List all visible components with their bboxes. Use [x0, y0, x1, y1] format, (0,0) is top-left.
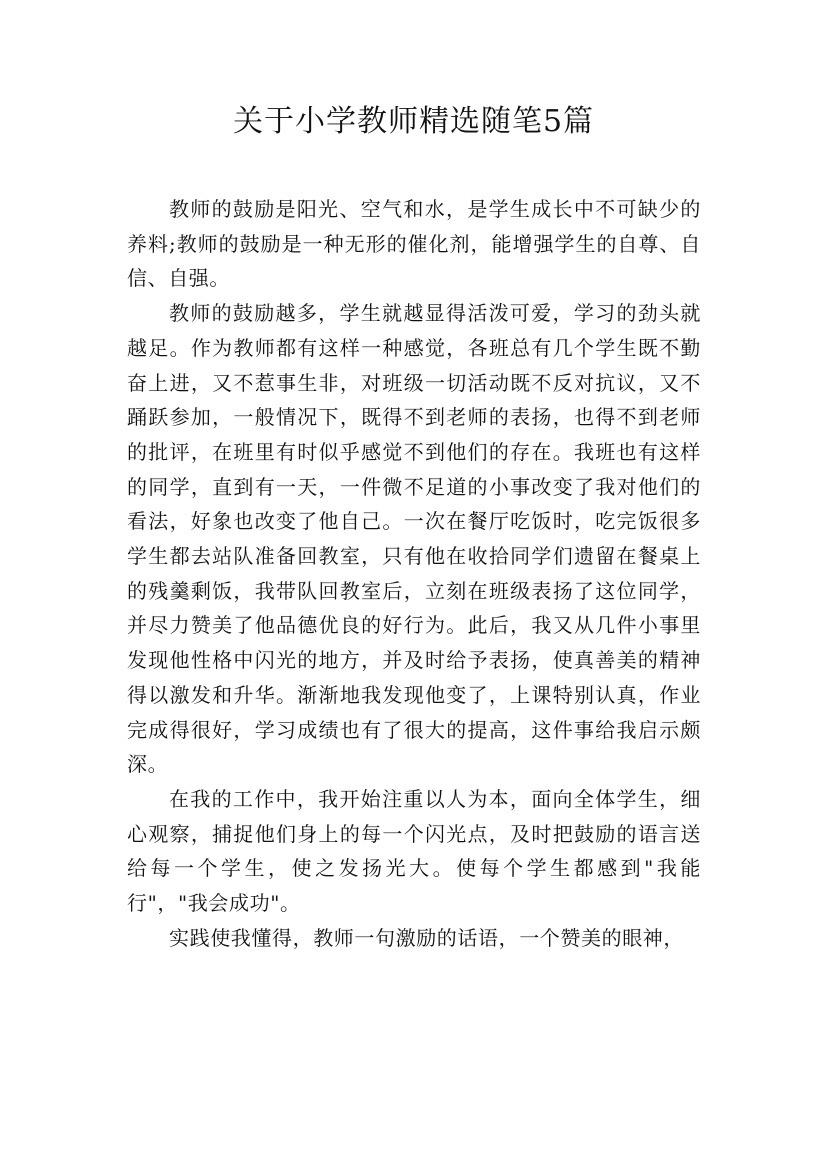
paragraph-4: 实践使我懂得，教师一句激励的话语，一个赞美的眼神，: [169, 925, 684, 950]
paragraph-2: 教师的鼓励越多，学生就越显得活泼可爱，学习的劲头就越足。作为教师都有这样一种感觉，各班总有几个学生既不勤奋上进，又不惹事生非，对班级一切活动既不反对抗议，又不踊跃参加，一般情况下，既得不到老师的表扬，也得不到老师的批评，在班里有时似乎感觉不到他们的存在。我班也有这样的同学，直到有一天，一件微不足道的小事改变了我对他们的看法，好象也改变了他自己。一次在餐厅吃饭时，吃完饭很多学生都去站队准备回教室，只有他在收拾同学们遗留在餐桌上的残羹剩饭，我带队回教室后，立刻在班级表扬了这位同学，并尽力赞美了他品德优良的好行为。此后，我又从几件小事里发现他性格中闪光的地方，并及时给予表扬，使真善美的精神得以激发和升华。渐渐地我发现他变了，上课特别认真，作业完成得很好，学习成绩也有了很大的提高，这件事给我启示颇深。: [127, 301, 701, 777]
paragraph-1: 教师的鼓励是阳光、空气和水，是学生成长中不可缺少的养料;教师的鼓励是一种无形的催化剂，能增强学生的自尊、自信、自强。: [127, 197, 701, 291]
document-title: 关于小学教师精选随笔5篇: [232, 104, 595, 139]
paragraph-3: 在我的工作中，我开始注重以人为本，面向全体学生，细心观察，捕捉他们身上的每一个闪光点，及时把鼓励的语言送给每一个学生，使之发扬光大。使每个学生都感到"我能行"，"我会成功"。: [127, 786, 701, 916]
document-body: [127, 192, 701, 955]
